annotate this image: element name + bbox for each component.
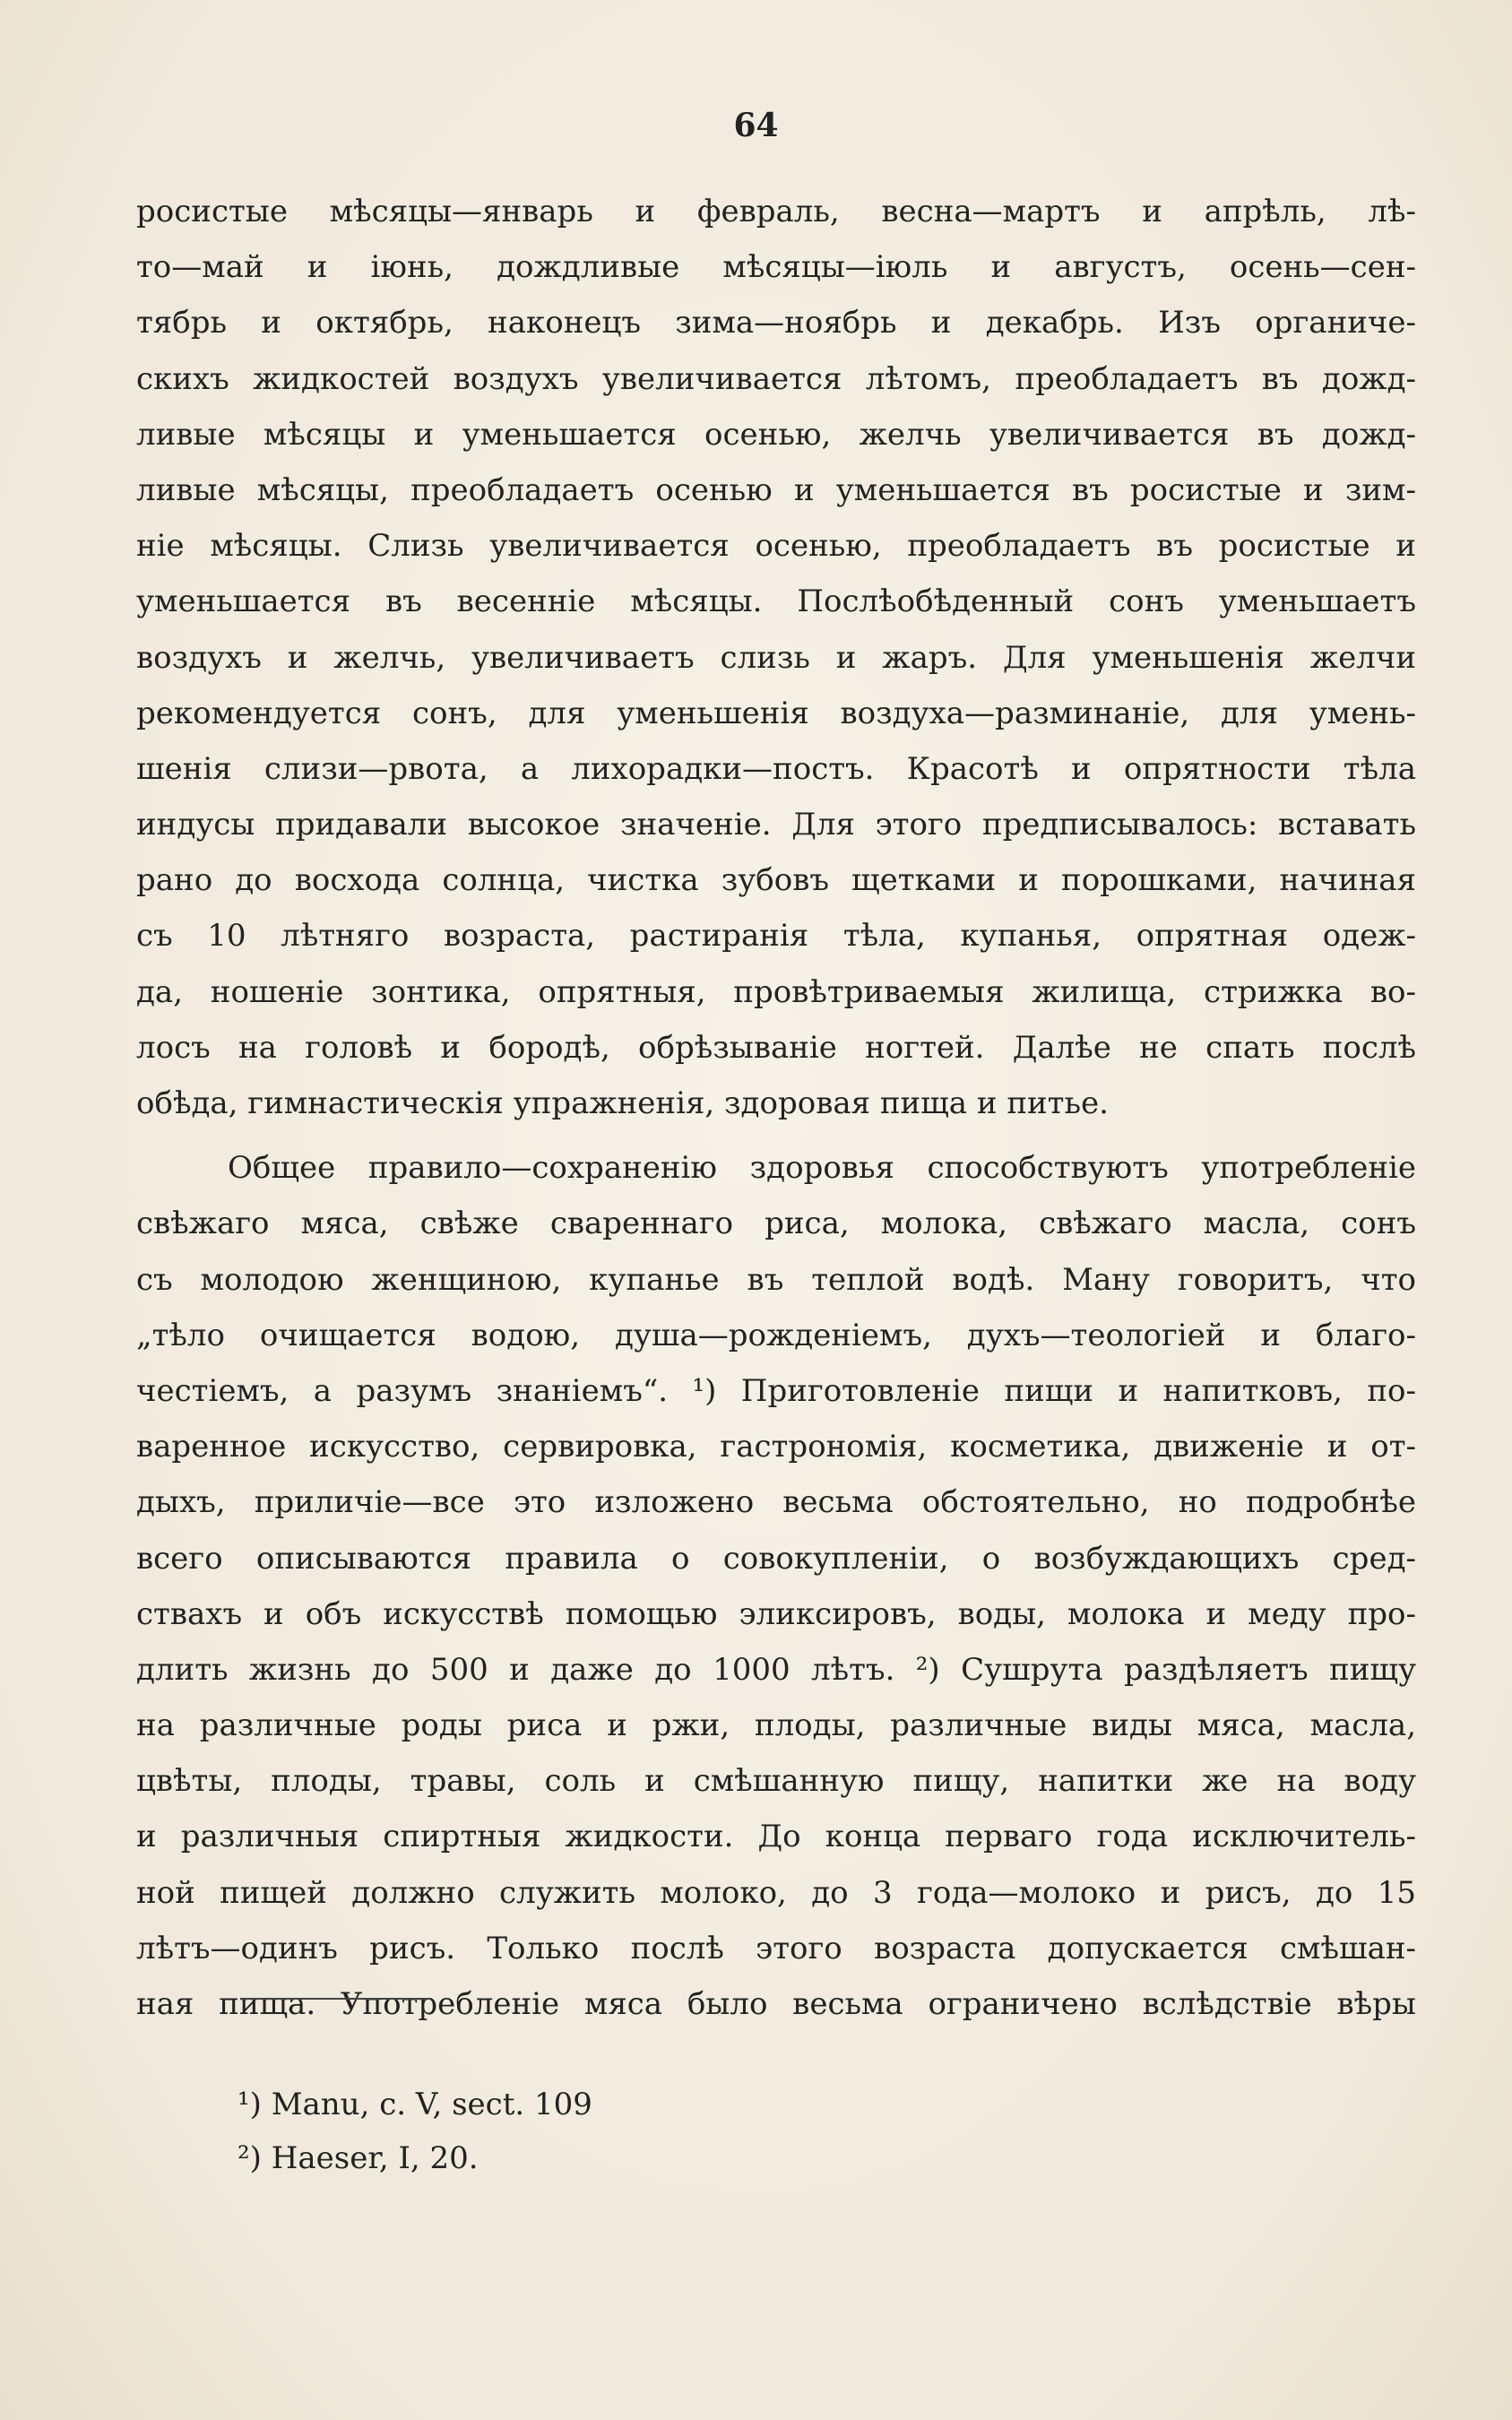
text-line: скихъ жидкостей воздухъ увеличивается лѣтомъ, преобладаетъ въ дожд- <box>136 360 1416 397</box>
text-line: съ молодою женщиною, купанье въ теплой водѣ. Ману говоритъ, что <box>136 1261 1416 1298</box>
text-line: на различные роды риса и ржи, плоды, различные виды мяса, масла, <box>136 1707 1416 1744</box>
text-line: уменьшается въ весенніе мѣсяцы. Послѣобѣденный сонъ уменьшаетъ <box>136 583 1416 620</box>
page-number: 64 <box>733 107 779 144</box>
footnote-1: ¹) Manu, c. V, sect. 109 <box>238 2087 592 2122</box>
text-line: „тѣло очищается водою, душа—рожденіемъ, духъ—теологіей и благо- <box>136 1317 1416 1353</box>
text-line: лѣтъ—одинъ рисъ. Только послѣ этого возраста допускается смѣшан- <box>136 1930 1416 1966</box>
text-line: свѣжаго мяса, свѣже свареннаго риса, молока, свѣжаго масла, сонъ <box>136 1206 1416 1242</box>
text-line: обѣда, гимнастическія упражненія, здоровая пища и питье. <box>136 1085 1109 1121</box>
text-line: Общее правило—сохраненію здоровья способствуютъ употребленіе <box>228 1150 1416 1187</box>
paragraph-1 <box>136 184 1416 1131</box>
text-line: честіемъ, а разумъ знаніемъ“. ¹) Приготовленіе пищи и напитковъ, по- <box>136 1372 1416 1409</box>
text-line: ная пища. Употребленіе мяса было весьма ограничено вслѣдствіе вѣры <box>136 1986 1416 2022</box>
paragraph-2 <box>136 1140 1416 2032</box>
text-line: варенное искусство, сервировка, гастрономія, косметика, движеніе и от- <box>136 1429 1416 1465</box>
text-line: лосъ на головѣ и бородѣ, обрѣзываніе ногтей. Далѣе не спать послѣ <box>136 1029 1416 1066</box>
footnote-separator <box>240 1998 430 2000</box>
footnote-2: ²) Haeser, I, 20. <box>238 2140 479 2176</box>
text-line: и различныя спиртныя жидкости. До конца перваго года исключитель- <box>136 1819 1416 1855</box>
text-line: цвѣты, плоды, травы, соль и смѣшанную пищу, напитки же на воду <box>136 1763 1416 1800</box>
text-line: рано до восхода солнца, чистка зубовъ щетками и порошками, начиная <box>136 862 1416 899</box>
text-line: ливые мѣсяцы, преобладаетъ осенью и уменьшается въ росистые и зим- <box>136 471 1416 508</box>
text-line: ствахъ и объ искусствѣ помощью эликсировъ, воды, молока и меду про- <box>136 1595 1416 1632</box>
text-line: рекомендуется сонъ, для уменьшенія воздуха—разминаніе, для умень- <box>136 695 1416 731</box>
text-line: то—май и іюнь, дождливые мѣсяцы—іюль и августъ, осень—сен- <box>136 249 1416 286</box>
text-line: съ 10 лѣтняго возраста, растиранія тѣла, купанья, опрятная одеж- <box>136 918 1416 955</box>
text-line: воздухъ и желчь, увеличиваетъ слизь и жаръ. Для уменьшенія желчи <box>136 639 1416 676</box>
text-line: длить жизнь до 500 и даже до 1000 лѣтъ. ²) Сушрута раздѣляетъ пищу <box>136 1651 1416 1688</box>
text-line: индусы придавали высокое значеніе. Для этого предписывалось: вставать <box>136 807 1416 843</box>
text-line: шенія слизи—рвота, а лихорадки—постъ. Красотѣ и опрятности тѣла <box>136 750 1416 787</box>
footnotes <box>238 2078 1044 2185</box>
text-line: росистые мѣсяцы—январь и февраль, весна—мартъ и апрѣль, лѣ- <box>136 194 1416 229</box>
text-line: ливые мѣсяцы и уменьшается осенью, желчь увеличивается въ дожд- <box>136 416 1416 453</box>
text-line: да, ношеніе зонтика, опрятныя, провѣтриваемыя жилища, стрижка во- <box>136 973 1416 1010</box>
text-line: тябрь и октябрь, наконецъ зима—ноябрь и декабрь. Изъ органиче- <box>136 305 1416 341</box>
text-line: дыхъ, приличіе—все это изложено весьма обстоятельно, но подробнѣе <box>136 1484 1416 1521</box>
text-line: всего описываются правила о совокупленіи, о возбуждающихъ сред- <box>136 1540 1416 1577</box>
text-line: ніе мѣсяцы. Слизь увеличивается осенью, преобладаетъ въ росистые и <box>136 528 1416 565</box>
body-text <box>136 184 1416 2032</box>
text-line: ной пищей должно служить молоко, до 3 года—молоко и рисъ, до 15 <box>136 1874 1416 1911</box>
